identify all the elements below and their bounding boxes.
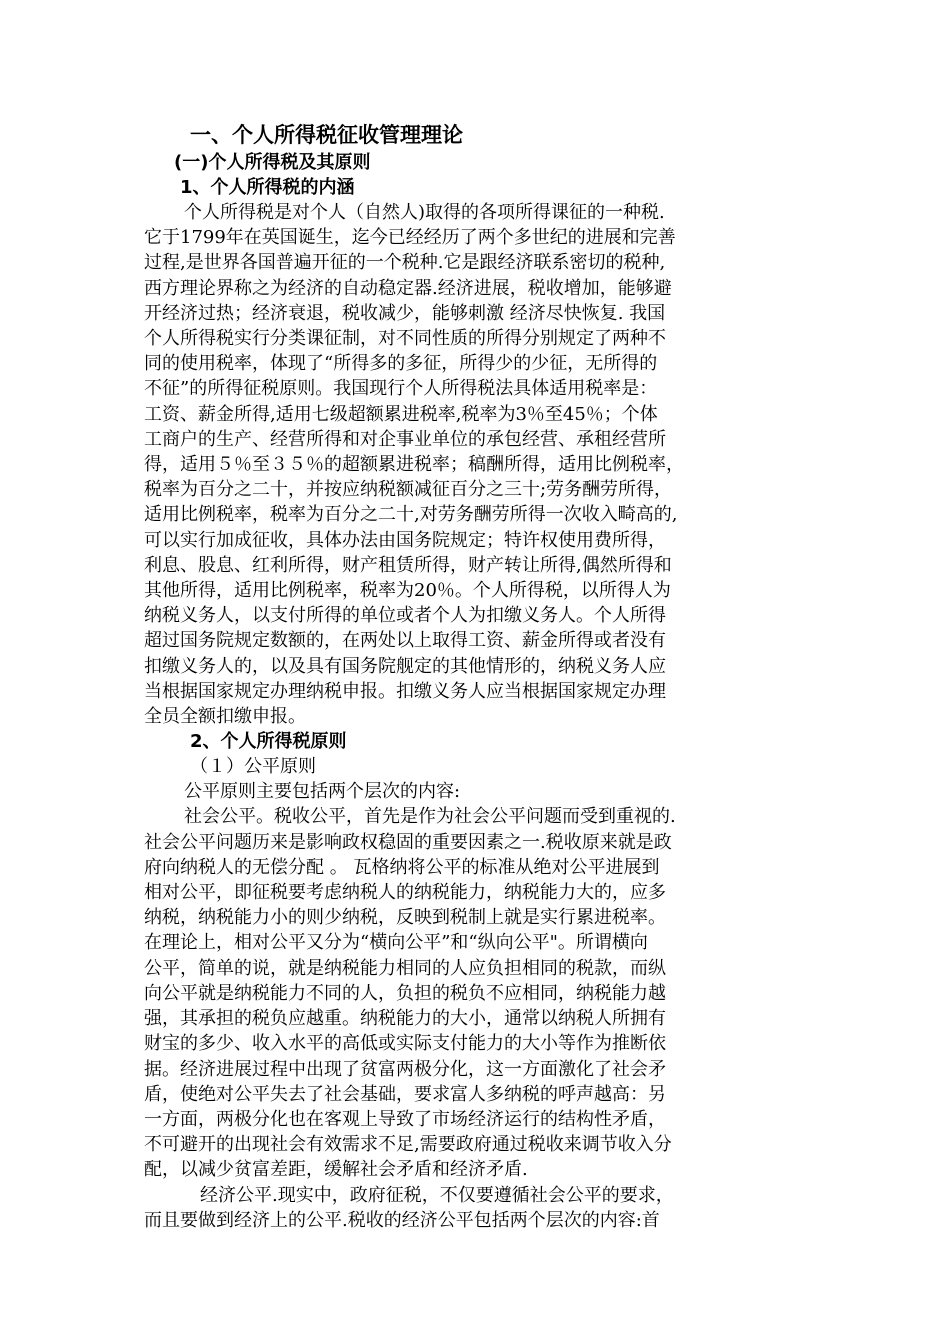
text-line: 它于1799年在英国诞生，迄今已经经历了两个多世纪的进展和完善 — [144, 227, 676, 249]
text-line: 经济公平.现实中，政府征税，不仅要遵循社会公平的要求， — [200, 1184, 674, 1206]
text-line: 而且要做到经济上的公平.税收的经济公平包括两个层次的内容:首 — [144, 1209, 660, 1231]
text-line: 个人所得税实行分类课征制，对不同性质的所得分别规定了两种不 — [144, 328, 666, 350]
text-line: 府向纳税人的无偿分配 。 瓦格纳将公平的标准从绝对公平进展到 — [144, 856, 660, 878]
text-line: 在理论上，相对公平又分为“横向公平”和“纵向公平"。所谓横向 — [144, 932, 648, 954]
text-line: 纳税，纳税能力小的则少纳税，反映到税制上就是实行累进税率。 — [144, 907, 666, 929]
section-heading-4: （１）公平原则 — [190, 756, 316, 778]
text-line: 社会公平问题历来是影响政权稳固的重要因素之一.税收原来就是政 — [144, 831, 672, 853]
text-line: 税率为百分之二十，并按应纳税额减征百分之三十;劳务酬劳所得， — [144, 479, 673, 501]
text-line: 其他所得，适用比例税率，税率为20％。个人所得税，以所得人为 — [144, 580, 671, 602]
text-line: 向公平就是纳税能力不同的人，负担的税负不应相同，纳税能力越 — [144, 982, 666, 1004]
text-line: 工资、薪金所得,适用七级超额累进税率,税率为3％至45％；个体 — [144, 403, 658, 425]
text-line: 同的使用税率，体现了“所得多的多征，所得少的少征，无所得的 — [144, 353, 658, 375]
text-line: 可以实行加成征收，具体办法由国务院规定；特许权使用费所得， — [144, 529, 666, 551]
text-line: 扣缴义务人的，以及具有国务院舰定的其他情形的，纳税义务人应 — [144, 655, 666, 677]
paragraph-fairness-intro — [144, 779, 810, 804]
text-line: 社会公平。税收公平，首先是作为社会公平问题而受到重视的. — [184, 806, 676, 828]
section-heading-1: 一、个人所得税征收管理理论 — [190, 123, 463, 147]
section-heading-3b: 2、个人所得税原则 — [190, 731, 347, 753]
text-line: 适用比例税率，税率为百分之二十,对劳务酬劳所得一次收入畸高的, — [144, 504, 678, 526]
paragraph-income-tax-definition — [144, 200, 810, 729]
text-line: 相对公平，即征税要考虑纳税人的纳税能力，纳税能力大的，应多 — [144, 882, 666, 904]
text-line: 利息、股息、红利所得，财产租赁所得，财产转让所得,偶然所得和 — [144, 554, 672, 576]
document-page — [144, 120, 810, 1233]
text-line: 财宝的多少、收入水平的高低或实际支付能力的大小等作为推断依 — [144, 1033, 666, 1055]
paragraph-social-fairness — [144, 804, 810, 1182]
section-heading-3a: 1、个人所得税的内涵 — [180, 177, 355, 198]
text-line: 超过国务院规定数额的，在两处以上取得工资、薪金所得或者没有 — [144, 630, 666, 652]
text-line: 西方理论界称之为经济的自动稳定器.经济进展，税收增加，能够避 — [144, 277, 672, 299]
text-line: 公平，简单的说，就是纳税能力相同的人应负担相同的税款，而纵 — [144, 957, 666, 979]
text-line: 全员全额扣缴申报。 — [144, 706, 306, 728]
text-line: 不征”的所得征税原则。我国现行个人所得税法具体适用税率是： — [144, 378, 658, 400]
text-line: 配，以减少贫富差距，缓解社会矛盾和经济矛盾. — [144, 1159, 528, 1181]
text-line: 盾，使绝对公平失去了社会基础，要求富人多纳税的呼声越高：另 — [144, 1083, 666, 1105]
text-line: 得，适用５％至３５％的超额累进税率；稿酬所得，适用比例税率， — [144, 454, 684, 476]
text-line: 纳税义务人，以支付所得的单位或者个人为扣缴义务人。个人所得 — [144, 605, 666, 627]
text-line: 过程,是世界各国普遍开征的一个税种.它是跟经济联系密切的税种, — [144, 252, 666, 274]
text-line: 开经济过热；经济衰退，税收减少，能够刺激 经济尽快恢复. 我国 — [144, 302, 666, 324]
text-line: 当根据国家规定办理纳税申报。扣缴义务人应当根据国家规定办理 — [144, 680, 666, 702]
text-line: 个人所得税是对个人（自然人)取得的各项所得课征的一种税. — [184, 202, 665, 223]
text-line: 公平原则主要包括两个层次的内容: — [184, 781, 461, 803]
section-heading-2: (一)个人所得税及其原则 — [174, 152, 371, 173]
text-line: 不可避开的出现社会有效需求不足,需要政府通过税收来调节收入分 — [144, 1134, 672, 1156]
text-line: 据。经济进展过程中出现了贫富两极分化，这一方面激化了社会矛 — [144, 1058, 666, 1080]
text-line: 强，其承担的税负应越重。纳税能力的大小，通常以纳税人所拥有 — [144, 1008, 666, 1030]
text-line: 一方面，两极分化也在客观上导致了市场经济运行的结构性矛盾， — [144, 1108, 666, 1130]
paragraph-economic-fairness — [144, 1183, 810, 1233]
text-line: 工商户的生产、经营所得和对企事业单位的承包经营、承租经营所 — [144, 428, 666, 450]
